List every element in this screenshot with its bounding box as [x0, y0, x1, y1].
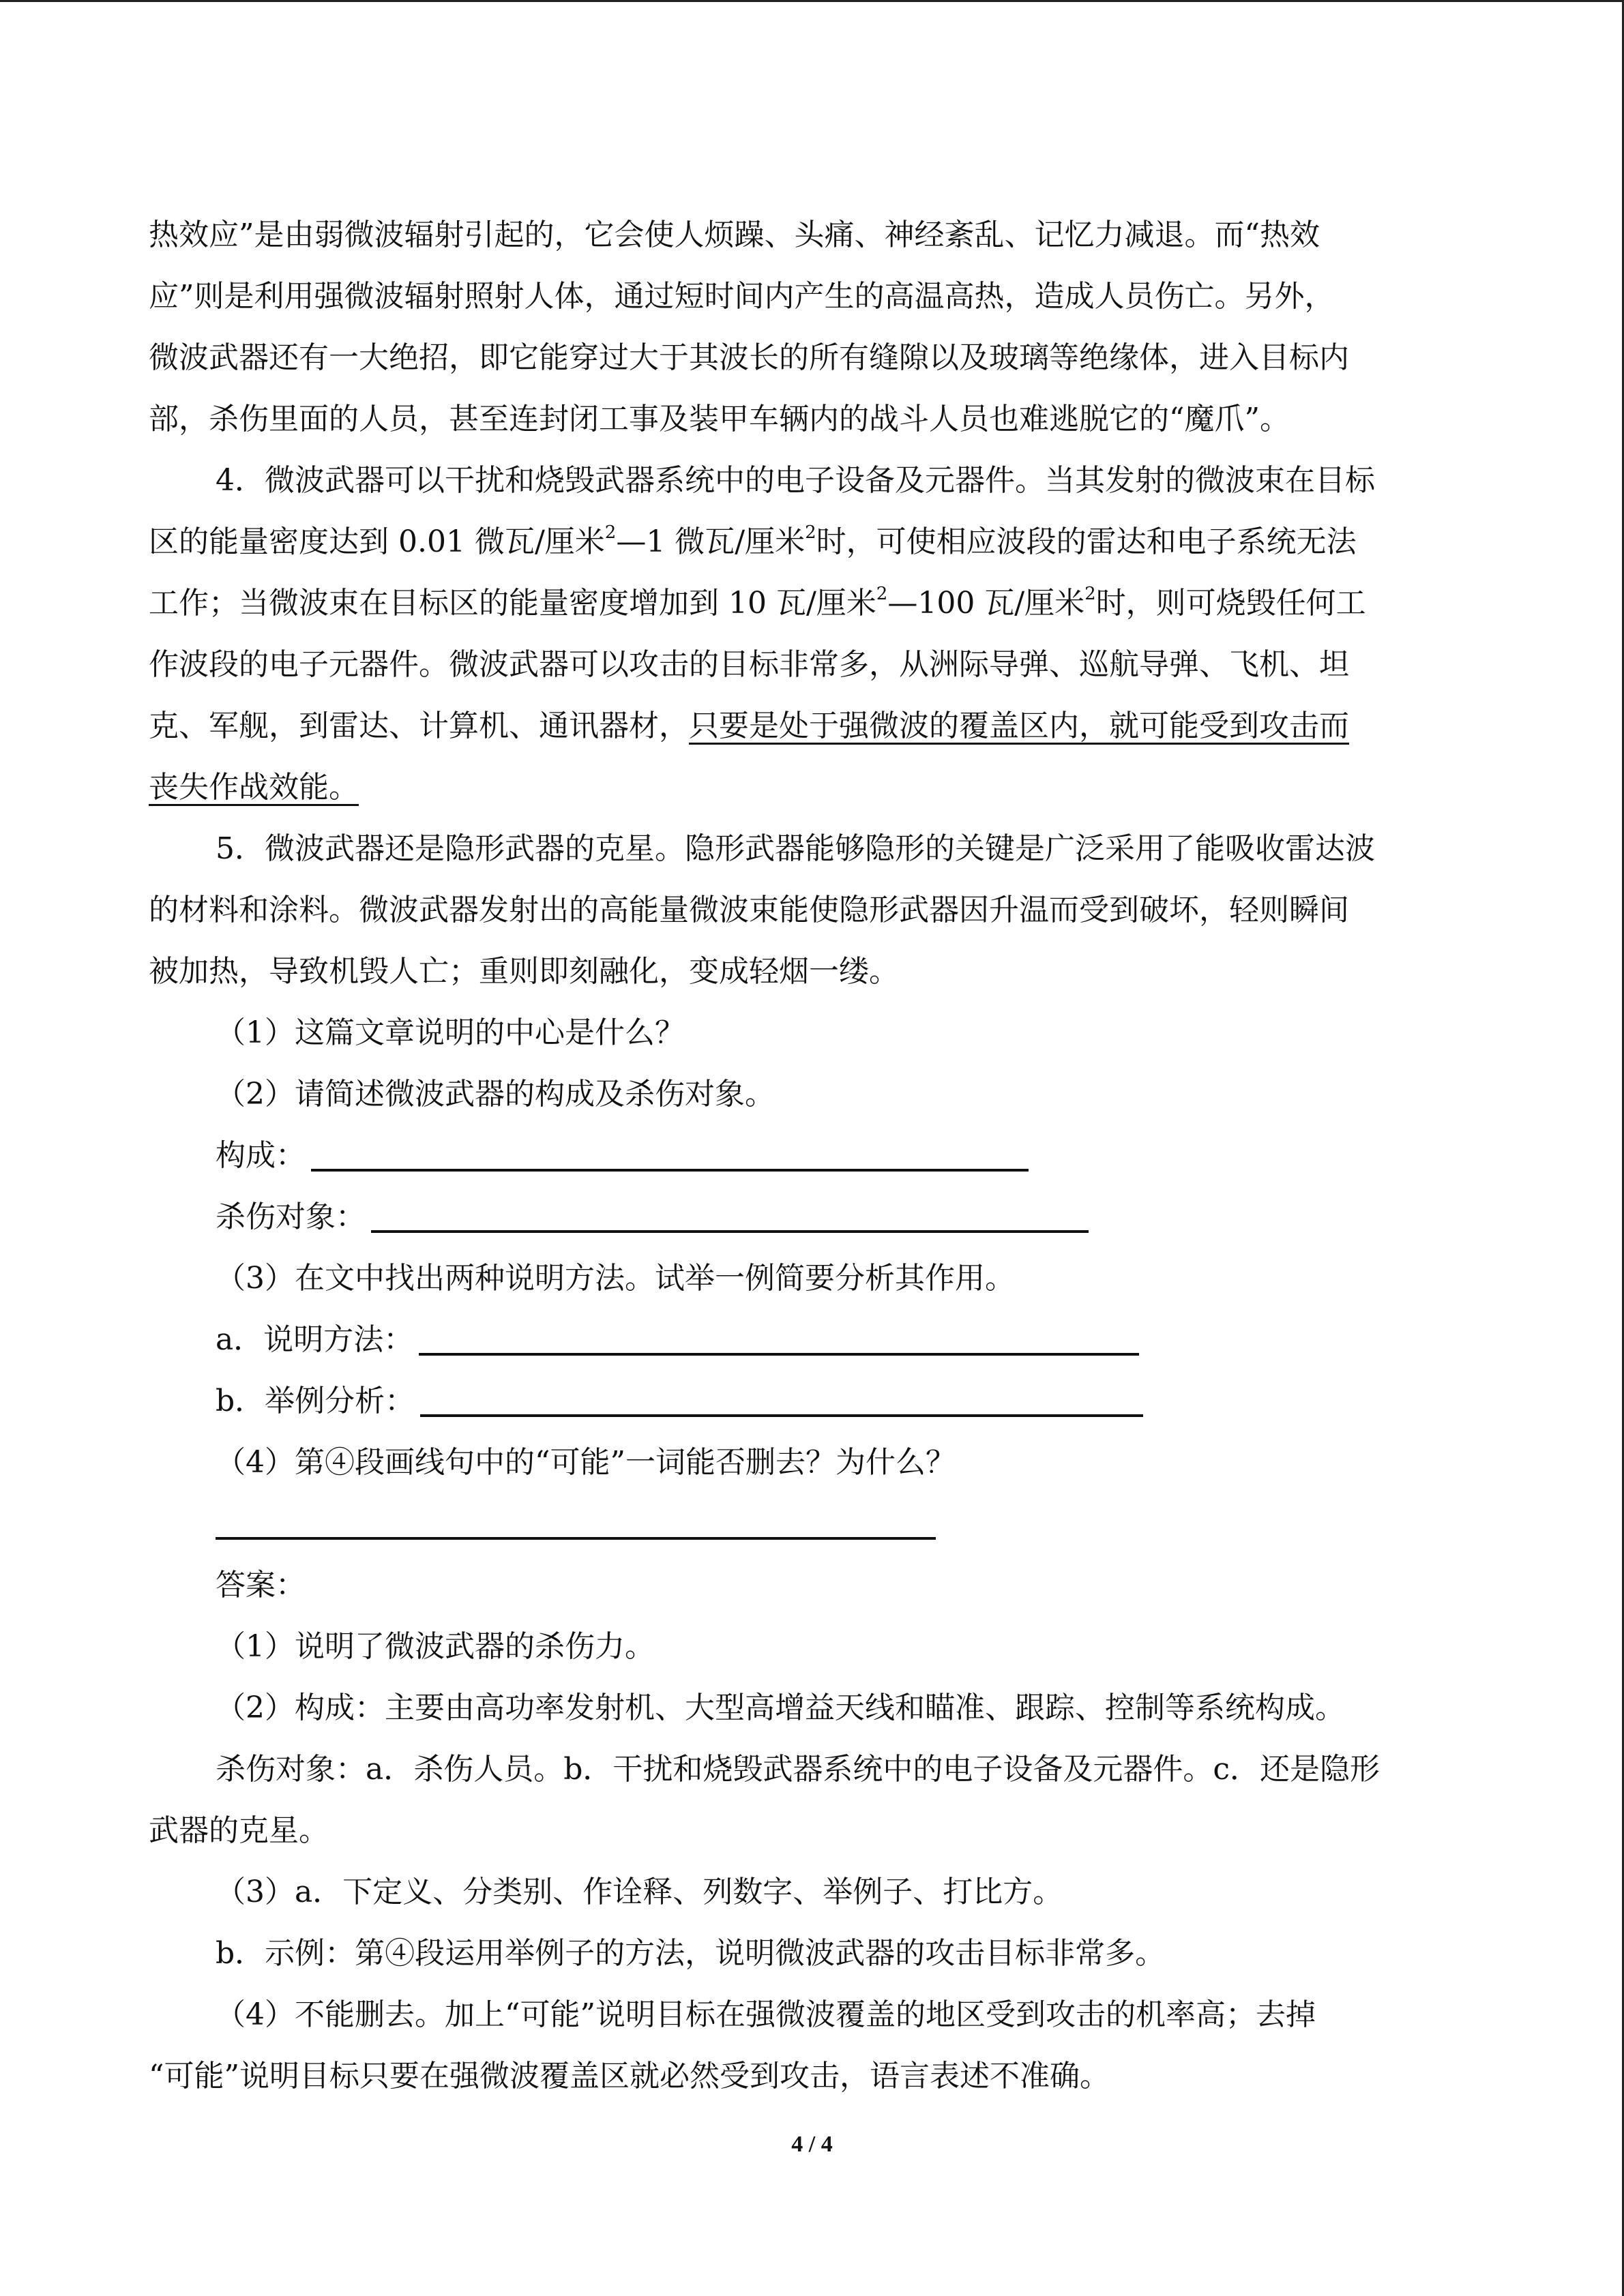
text-line	[149, 757, 1458, 818]
text-line: 被加热，导致机毁人亡；重则即刻融化，变成轻烟一缕。	[149, 954, 899, 989]
question-4-answer-row	[149, 1493, 1458, 1555]
superscript: 2	[604, 522, 617, 543]
answer-2: （2）构成：主要由高功率发射机、大型高增益天线和瞄准、跟踪、控制等系统构成。	[216, 1690, 1345, 1725]
text-span: —1 微瓦/厘米	[616, 524, 806, 559]
example-answer-blank[interactable]	[420, 1397, 1143, 1417]
text-line: 作波段的电子元器件。微波武器可以攻击的目标非常多，从洲际导弹、巡航导弹、飞机、坦	[149, 647, 1349, 682]
targets-label: 杀伤对象：	[216, 1199, 366, 1234]
example-row	[149, 1371, 1458, 1432]
text-span: 工作；当微波束在目标区的能量密度增加到 10 瓦/厘米	[149, 586, 876, 621]
text-line	[149, 696, 1458, 757]
question-4: （4）第④段画线句中的“可能”一词能否删去？为什么？	[216, 1445, 956, 1480]
questions-section	[149, 1002, 1458, 1555]
text-line: 4．微波武器可以干扰和烧毁武器系统中的电子设备及元器件。当其发射的微波束在目标	[216, 463, 1375, 498]
answer-2-targets: 杀伤对象：a．杀伤人员。b．干扰和烧毁武器系统中的电子设备及元器件。c．还是隐形	[216, 1752, 1381, 1787]
question-4-answer-blank[interactable]	[216, 1519, 936, 1540]
text-span: 时，则可烧毁任何工	[1095, 586, 1366, 621]
paragraph-4	[149, 450, 1458, 818]
question-1: （1）这篇文章说明的中心是什么？	[216, 1015, 685, 1050]
question-2: （2）请简述微波武器的构成及杀伤对象。	[216, 1077, 775, 1112]
composition-row	[149, 1125, 1458, 1187]
text-span: 克、军舰，到雷达、计算机、通讯器材，	[149, 709, 689, 743]
answer-1: （1）说明了微波武器的杀伤力。	[216, 1629, 655, 1664]
text-line: 热效应”是由弱微波辐射引起的，它会使人烦躁、头痛、神经紊乱、记忆力减退。而“热效	[149, 218, 1320, 252]
answer-3a: （3）a．下定义、分类别、作诠释、列数字、举例子、打比方。	[216, 1875, 1063, 1909]
method-row	[149, 1309, 1458, 1371]
text-line: 部，杀伤里面的人员，甚至连封闭工事及装甲车辆内的战斗人员也难逃脱它的“魔爪”。	[149, 402, 1290, 436]
page-frame-top	[0, 0, 1624, 2]
text-line	[149, 511, 1458, 573]
answer-2-targets-cont: 武器的克星。	[149, 1813, 329, 1848]
question-3: （3）在文中找出两种说明方法。试举一例简要分析其作用。	[216, 1261, 1015, 1296]
text-span: —100 瓦/厘米	[887, 586, 1085, 621]
example-label: b．举例分析：	[216, 1384, 415, 1418]
answer-4: （4）不能删去。加上“可能”说明目标在强微波覆盖的地区受到攻击的机率高；去掉	[216, 1997, 1316, 2032]
underlined-sentence: 只要是处于强微波的覆盖区内，就可能受到攻击而	[689, 709, 1349, 743]
composition-answer-blank[interactable]	[311, 1151, 1029, 1172]
text-line: 5．微波武器还是隐形武器的克星。隐形武器能够隐形的关键是广泛采用了能吸收雷达波	[216, 831, 1375, 866]
method-label: a．说明方法：	[216, 1322, 414, 1357]
method-answer-blank[interactable]	[419, 1335, 1139, 1356]
paragraph-3	[149, 205, 1458, 450]
text-span: 时，可使相应波段的雷达和电子系统无法	[816, 524, 1357, 559]
answer-4-cont: “可能”说明目标只要在强微波覆盖区就必然受到攻击，语言表述不准确。	[149, 2059, 1110, 2093]
targets-answer-blank[interactable]	[371, 1212, 1089, 1233]
superscript: 2	[805, 522, 816, 543]
superscript: 2	[1084, 584, 1096, 605]
paragraph-5	[149, 818, 1458, 1002]
superscript: 2	[876, 584, 888, 605]
text-line: 的材料和涂料。微波武器发射出的高能量微波束能使隐形武器因升温而受到破坏，轻则瞬间	[149, 893, 1349, 927]
text-line: 微波武器还有一大绝招，即它能穿过大于其波长的所有缝隙以及玻璃等绝缘体，进入目标内	[149, 340, 1349, 375]
document-body	[149, 205, 1458, 2107]
underlined-sentence: 丧失作战效能。	[149, 770, 359, 805]
text-span: 区的能量密度达到 0.01 微瓦/厘米	[149, 524, 605, 559]
text-line: 应”则是利用强微波辐射照射人体，通过短时间内产生的高温高热，造成人员伤亡。另外，	[149, 279, 1335, 314]
text-line	[149, 573, 1458, 634]
composition-label: 构成：	[216, 1138, 306, 1173]
answer-3b: b．示例：第④段运用举例子的方法，说明微波武器的攻击目标非常多。	[216, 1936, 1166, 1971]
answers-section	[149, 1555, 1458, 2107]
page-number: 4 / 4	[791, 2132, 833, 2157]
answers-heading: 答案：	[216, 1568, 306, 1602]
targets-row	[149, 1187, 1458, 1248]
